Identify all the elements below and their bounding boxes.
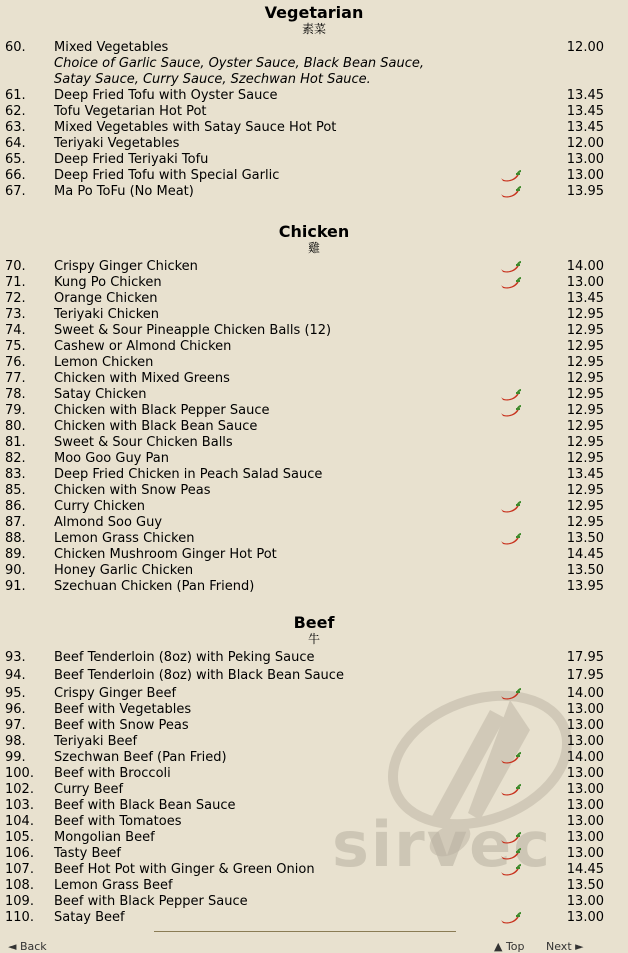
item-name: Lemon Chicken — [54, 355, 154, 370]
item-number: 103. — [5, 798, 34, 813]
next-link[interactable]: Next ► — [546, 940, 584, 953]
item-price: 12.95 — [566, 499, 604, 514]
menu-item — [0, 830, 628, 846]
menu-item — [0, 339, 628, 355]
item-name: Chicken with Mixed Greens — [54, 371, 230, 386]
menu-item — [0, 323, 628, 339]
item-name: Teriyaki Chicken — [54, 307, 159, 322]
menu-item — [0, 499, 628, 515]
item-name: Tofu Vegetarian Hot Pot — [54, 104, 207, 119]
item-name: Orange Chicken — [54, 291, 158, 306]
item-number: 79. — [5, 403, 26, 418]
menu-item — [0, 403, 628, 419]
item-number: 106. — [5, 846, 34, 861]
item-price: 13.00 — [566, 814, 604, 829]
item-price: 12.95 — [566, 371, 604, 386]
item-name: Choice of Garlic Sauce, Oyster Sauce, Black Bean Sauce, — [54, 56, 425, 71]
item-name: Beef Tenderloin (8oz) with Black Bean Sauce — [54, 668, 344, 683]
item-name: Lemon Grass Beef — [54, 878, 173, 893]
menu-item — [0, 184, 628, 200]
menu-item — [0, 579, 628, 595]
item-price: 13.00 — [566, 702, 604, 717]
item-name: Beef with Tomatoes — [54, 814, 182, 829]
item-price: 12.00 — [566, 40, 604, 55]
item-number: 67. — [5, 184, 26, 199]
chili-pepper-icon — [498, 185, 522, 199]
item-price: 14.45 — [566, 862, 604, 877]
item-name: Mixed Vegetables — [54, 40, 169, 55]
menu-item — [0, 782, 628, 798]
chili-pepper-icon — [498, 863, 522, 877]
menu-item — [0, 467, 628, 483]
menu-item — [0, 88, 628, 104]
menu-item — [0, 846, 628, 862]
item-number: 78. — [5, 387, 26, 402]
item-number: 60. — [5, 40, 26, 55]
menu-item — [0, 718, 628, 734]
item-name: Beef with Black Pepper Sauce — [54, 894, 248, 909]
item-name: Chicken with Snow Peas — [54, 483, 211, 498]
watermark-text: sirvec — [332, 808, 552, 881]
menu-item — [0, 451, 628, 467]
item-name: Chicken Mushroom Ginger Hot Pot — [54, 547, 277, 562]
chili-pepper-icon — [498, 847, 522, 861]
item-name: Moo Goo Guy Pan — [54, 451, 169, 466]
item-name: Teriyaki Vegetables — [54, 136, 180, 151]
menu-item — [0, 120, 628, 136]
item-number: 98. — [5, 734, 26, 749]
item-name: Satay Beef — [54, 910, 125, 925]
item-number: 65. — [5, 152, 26, 167]
item-number: 108. — [5, 878, 34, 893]
item-price: 13.50 — [566, 531, 604, 546]
item-name: Chicken with Black Bean Sauce — [54, 419, 258, 434]
chili-pepper-icon — [498, 783, 522, 797]
item-number: 90. — [5, 563, 26, 578]
item-price: 13.00 — [566, 275, 604, 290]
item-number: 88. — [5, 531, 26, 546]
item-number: 80. — [5, 419, 26, 434]
item-number: 95. — [5, 686, 26, 701]
chili-pepper-icon — [498, 532, 522, 546]
item-price: 17.95 — [566, 668, 604, 683]
item-number: 102. — [5, 782, 34, 797]
item-name: Beef with Broccoli — [54, 766, 171, 781]
menu-item — [0, 307, 628, 323]
item-description — [0, 72, 628, 88]
item-price: 14.00 — [566, 750, 604, 765]
item-number: 87. — [5, 515, 26, 530]
item-name: Crispy Ginger Chicken — [54, 259, 198, 274]
item-price: 13.00 — [566, 894, 604, 909]
section-chicken — [0, 223, 628, 595]
menu-item — [0, 894, 628, 910]
item-price: 13.45 — [566, 467, 604, 482]
item-name: Almond Soo Guy — [54, 515, 163, 530]
item-number: 81. — [5, 435, 26, 450]
menu-item — [0, 259, 628, 275]
item-name: Cashew or Almond Chicken — [54, 339, 232, 354]
item-price: 12.95 — [566, 435, 604, 450]
item-name: Sweet & Sour Chicken Balls — [54, 435, 233, 450]
item-name: Beef with Black Bean Sauce — [54, 798, 236, 813]
item-number: 76. — [5, 355, 26, 370]
item-price: 12.95 — [566, 483, 604, 498]
item-number: 93. — [5, 650, 26, 665]
item-price: 12.00 — [566, 136, 604, 151]
chili-pepper-icon — [498, 404, 522, 418]
item-price: 12.95 — [566, 339, 604, 354]
chili-pepper-icon — [498, 169, 522, 183]
item-price: 13.45 — [566, 291, 604, 306]
item-price: 12.95 — [566, 515, 604, 530]
item-name: Sweet & Sour Pineapple Chicken Balls (12) — [54, 323, 332, 338]
item-name: Honey Garlic Chicken — [54, 563, 194, 578]
item-number: 99. — [5, 750, 26, 765]
item-name: Beef Hot Pot with Ginger & Green Onion — [54, 862, 315, 877]
menu-item — [0, 483, 628, 499]
chili-pepper-icon — [498, 260, 522, 274]
item-number: 64. — [5, 136, 26, 151]
menu-item — [0, 668, 628, 686]
item-price: 14.45 — [566, 547, 604, 562]
menu-item — [0, 547, 628, 563]
section-subtitle: 雞 — [307, 241, 320, 255]
item-price: 13.00 — [566, 782, 604, 797]
item-description — [0, 56, 628, 72]
item-price: 13.50 — [566, 563, 604, 578]
item-price: 12.95 — [566, 307, 604, 322]
top-link[interactable]: ▲ Top — [494, 940, 525, 953]
item-number: 89. — [5, 547, 26, 562]
item-name: Curry Beef — [54, 782, 124, 797]
section-vegetarian — [0, 4, 628, 200]
menu-item — [0, 136, 628, 152]
item-number: 100. — [5, 766, 34, 781]
item-number: 73. — [5, 307, 26, 322]
item-number: 74. — [5, 323, 26, 338]
menu-item — [0, 686, 628, 702]
menu-item — [0, 702, 628, 718]
item-price: 12.95 — [566, 323, 604, 338]
item-name: Szechuan Chicken (Pan Friend) — [54, 579, 255, 594]
chili-pepper-icon — [498, 500, 522, 514]
item-price: 13.00 — [566, 910, 604, 925]
item-name: Lemon Grass Chicken — [54, 531, 195, 546]
item-name: Deep Fried Tofu with Special Garlic — [54, 168, 280, 183]
menu-item — [0, 104, 628, 120]
item-number: 110. — [5, 910, 34, 925]
item-name: Teriyaki Beef — [54, 734, 138, 749]
menu-item — [0, 531, 628, 547]
item-number: 107. — [5, 862, 34, 877]
item-number: 62. — [5, 104, 26, 119]
item-price: 13.45 — [566, 88, 604, 103]
item-number: 94. — [5, 668, 26, 683]
item-name: Beef with Snow Peas — [54, 718, 189, 733]
item-name: Deep Fried Tofu with Oyster Sauce — [54, 88, 278, 103]
item-price: 12.95 — [566, 403, 604, 418]
section-title: Vegetarian — [264, 3, 364, 22]
item-number: 85. — [5, 483, 26, 498]
item-number: 86. — [5, 499, 26, 514]
footer-divider — [154, 931, 456, 932]
item-name: Beef with Vegetables — [54, 702, 192, 717]
menu-item — [0, 878, 628, 894]
menu-item — [0, 734, 628, 750]
item-name: Ma Po ToFu (No Meat) — [54, 184, 194, 199]
item-name: Deep Fried Teriyaki Tofu — [54, 152, 209, 167]
item-price: 13.95 — [566, 579, 604, 594]
section-subtitle: 牛 — [307, 632, 320, 646]
item-number: 105. — [5, 830, 34, 845]
item-price: 12.95 — [566, 419, 604, 434]
item-name: Beef Tenderloin (8oz) with Peking Sauce — [54, 650, 315, 665]
menu-item — [0, 371, 628, 387]
item-price: 13.50 — [566, 878, 604, 893]
chili-pepper-icon — [498, 831, 522, 845]
back-link[interactable]: ◄ Back — [8, 940, 47, 953]
chili-pepper-icon — [498, 276, 522, 290]
menu-item — [0, 515, 628, 531]
menu-item — [0, 563, 628, 579]
item-number: 104. — [5, 814, 34, 829]
chili-pepper-icon — [498, 388, 522, 402]
item-name: Mixed Vegetables with Satay Sauce Hot Pot — [54, 120, 337, 135]
item-name: Crispy Ginger Beef — [54, 686, 177, 701]
item-price: 12.95 — [566, 451, 604, 466]
item-price: 13.00 — [566, 168, 604, 183]
item-name: Deep Fried Chicken in Peach Salad Sauce — [54, 467, 323, 482]
item-price: 12.95 — [566, 387, 604, 402]
item-number: 82. — [5, 451, 26, 466]
item-number: 61. — [5, 88, 26, 103]
chili-pepper-icon — [498, 911, 522, 925]
item-price: 13.00 — [566, 830, 604, 845]
chili-pepper-icon — [498, 687, 522, 701]
item-price: 13.00 — [566, 152, 604, 167]
item-number: 109. — [5, 894, 34, 909]
menu-item — [0, 419, 628, 435]
menu-item — [0, 435, 628, 451]
menu-item — [0, 766, 628, 782]
section-title: Chicken — [278, 222, 350, 241]
menu-item — [0, 275, 628, 291]
menu-item — [0, 750, 628, 766]
item-number: 70. — [5, 259, 26, 274]
item-price: 13.00 — [566, 846, 604, 861]
item-number: 66. — [5, 168, 26, 183]
item-name: Curry Chicken — [54, 499, 145, 514]
menu-item — [0, 40, 628, 56]
chili-pepper-icon — [498, 751, 522, 765]
item-price: 13.00 — [566, 766, 604, 781]
menu-item — [0, 152, 628, 168]
item-price: 17.95 — [566, 650, 604, 665]
menu-item — [0, 910, 628, 926]
item-name: Szechwan Beef (Pan Fried) — [54, 750, 227, 765]
menu-item — [0, 291, 628, 307]
menu-item — [0, 355, 628, 371]
item-number: 72. — [5, 291, 26, 306]
item-number: 77. — [5, 371, 26, 386]
menu-item — [0, 814, 628, 830]
section-beef — [0, 614, 628, 926]
item-name: Mongolian Beef — [54, 830, 155, 845]
item-name: Tasty Beef — [54, 846, 121, 861]
item-name: Satay Chicken — [54, 387, 147, 402]
item-number: 96. — [5, 702, 26, 717]
item-name: Kung Po Chicken — [54, 275, 162, 290]
item-price: 13.95 — [566, 184, 604, 199]
item-number: 97. — [5, 718, 26, 733]
item-price: 13.00 — [566, 718, 604, 733]
item-number: 91. — [5, 579, 26, 594]
item-price: 13.45 — [566, 120, 604, 135]
item-number: 71. — [5, 275, 26, 290]
menu-item — [0, 168, 628, 184]
item-number: 63. — [5, 120, 26, 135]
menu-item — [0, 650, 628, 668]
item-name: Satay Sauce, Curry Sauce, Szechwan Hot Sauce. — [54, 72, 371, 87]
item-price: 13.00 — [566, 798, 604, 813]
item-price: 12.95 — [566, 355, 604, 370]
item-name: Chicken with Black Pepper Sauce — [54, 403, 270, 418]
section-title: Beef — [293, 613, 335, 632]
item-price: 13.45 — [566, 104, 604, 119]
menu-item — [0, 798, 628, 814]
item-price: 14.00 — [566, 259, 604, 274]
item-number: 83. — [5, 467, 26, 482]
section-subtitle: 素菜 — [301, 22, 326, 36]
menu-item — [0, 387, 628, 403]
item-number: 75. — [5, 339, 26, 354]
item-price: 13.00 — [566, 734, 604, 749]
menu-item — [0, 862, 628, 878]
item-price: 14.00 — [566, 686, 604, 701]
